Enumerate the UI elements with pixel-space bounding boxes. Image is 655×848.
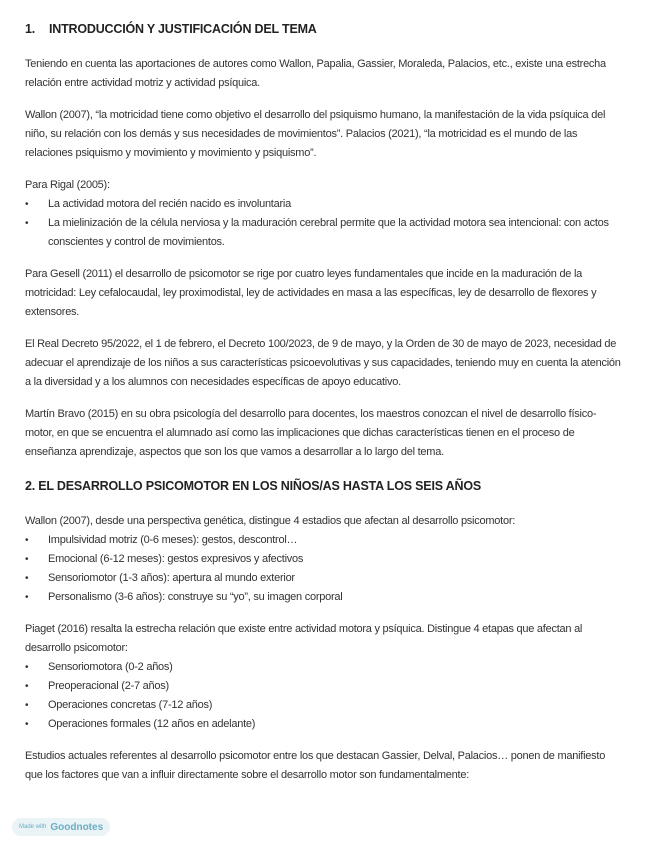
section1-heading — [25, 20, 625, 38]
badge-made-with: Made with — [19, 824, 47, 830]
paragraph-wallon-quote: Wallon (2007), “la motricidad tiene como objetivo el desarrollo del psiquismo humano, la manifestación de la vida psíquica del niño, su relación con los demás y sus necesidades de movimientos”. Palacios (2021), “la motricidad es el mundo de las relaciones psiquismo y movimiento y movimiento y psiquismo”. — [25, 109, 606, 159]
list-item: • Impulsividad motriz (0-6 meses): gestos, descontrol… — [25, 531, 625, 550]
document-page — [25, 20, 625, 785]
paragraph-gesell: Para Gesell (2011) el desarrollo de psicomotor se rige por cuatro leyes fundamentales que incide en la maduración de la motricidad: Ley cefalocaudal, ley proximodistal, ley de actividades en masa a las específicas, ley de desarrollo de flexores y extensores. — [25, 268, 597, 318]
list-item: • Operaciones concretas (7-12 años) — [25, 696, 625, 715]
section2-heading: 2. EL DESARROLLO PSICOMOTOR EN LOS NIÑOS/AS HASTA LOS SEIS AÑOS — [25, 479, 481, 493]
section1-number: 1. — [25, 22, 36, 36]
list-item: • Preoperacional (2-7 años) — [25, 677, 625, 696]
section1-title: INTRODUCCIÓN Y JUSTIFICACIÓN DEL TEMA — [49, 22, 317, 36]
paragraph-decreto: El Real Decreto 95/2022, el 1 de febrero, el Decreto 100/2023, de 9 de mayo, y la Orden de 30 de mayo de 2023, necesidad de adecuar el aprendizaje de los niños a sus características psicoevolutivas y sus capacidades, teniendo muy en cuenta la atención a la diversidad y a los alumnos con necesidades específicas de apoyo educativo. — [25, 338, 621, 388]
badge-brand: Goodnotes — [50, 821, 104, 833]
list-item: • Sensoriomotora (0-2 años) — [25, 658, 625, 677]
list-item: • La mielinización de la célula nerviosa y la maduración cerebral permite que la actividad motora sea intencional: con actos conscientes y control de movimientos. — [25, 214, 625, 252]
list-item: • La actividad motora del recién nacido es involuntaria — [25, 195, 625, 214]
paragraph-wallon-stages: Wallon (2007), desde una perspectiva genética, distingue 4 estadios que afectan al desarrollo psicomotor: — [25, 515, 516, 527]
list-item: • Emocional (6-12 meses): gestos expresivos y afectivos — [25, 550, 625, 569]
goodnotes-badge[interactable] — [12, 818, 110, 836]
paragraph-martin-bravo: Martín Bravo (2015) en su obra psicología del desarrollo para docentes, los maestros conozcan el nivel de desarrollo físico-motor, en que se encuentra el alumnado así como las implicaciones que dichas características tienen en el proceso de enseñanza aprendizaje, aspectos que son los que vamos a desarrollar a lo largo del tema. — [25, 408, 597, 458]
paragraph-piaget: Piaget (2016) resalta la estrecha relación que existe entre actividad motora y psíquica. Distingue 4 etapas que afectan al desarrollo psicomotor: — [25, 623, 583, 654]
rigal-list — [25, 195, 625, 252]
list-item: • Personalismo (3-6 años): construye su “yo”, su imagen corporal — [25, 588, 625, 607]
paragraph-intro: Teniendo en cuenta las aportaciones de autores como Wallon, Papalia, Gassier, Moraleda, Palacios, etc., existe una estrecha relación entre actividad motriz y actividad psíquica. — [25, 58, 606, 89]
paragraph-rigal-intro: Para Rigal (2005): — [25, 179, 110, 191]
paragraph-closing: Estudios actuales referentes al desarrollo psicomotor entre los que destacan Gassier, Delval, Palacios… ponen de manifiesto que los factores que van a influir directamente sobre el desarrollo motor son fundamentalmente: — [25, 750, 606, 781]
list-item: • Sensoriomotor (1-3 años): apertura al mundo exterior — [25, 569, 625, 588]
list-item: • Operaciones formales (12 años en adelante) — [25, 715, 625, 734]
piaget-list — [25, 658, 625, 734]
wallon-list — [25, 531, 625, 607]
